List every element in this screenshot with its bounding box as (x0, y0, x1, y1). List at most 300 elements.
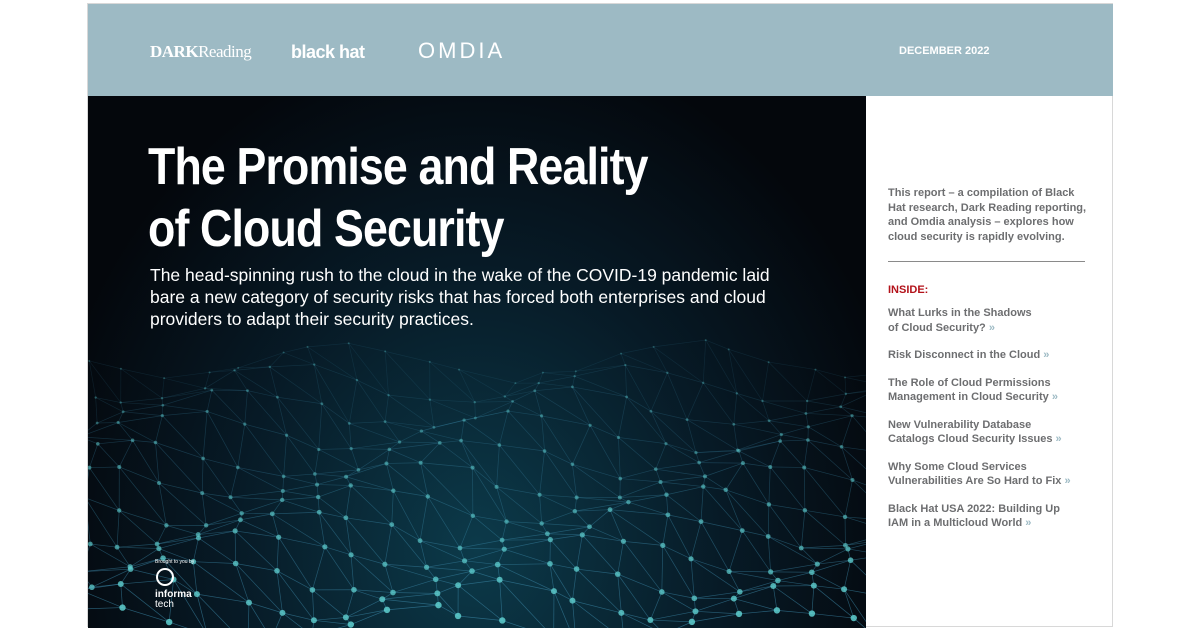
title-line-1: The Promise and Reality (148, 138, 648, 196)
mesh-line (461, 441, 496, 487)
mesh-node (161, 397, 163, 399)
mesh-line (315, 474, 346, 477)
mesh-node (587, 524, 592, 529)
mesh-node (778, 439, 782, 443)
mesh-line (248, 603, 249, 628)
mesh-node (806, 400, 808, 402)
mesh-line (618, 437, 666, 443)
mesh-node (201, 457, 205, 461)
mesh-line (812, 614, 854, 618)
mesh-node (315, 483, 319, 487)
mesh-line (393, 593, 437, 594)
mesh-line (314, 617, 346, 620)
mesh-line (90, 544, 117, 547)
mesh-line (96, 398, 97, 424)
dark-reading-logo (150, 42, 251, 62)
mesh-line (620, 469, 655, 478)
mesh-node (119, 604, 125, 610)
mesh-line (318, 485, 351, 497)
mesh-node (770, 583, 776, 589)
mesh-line (349, 423, 399, 442)
mesh-line (351, 449, 389, 450)
mesh-node (384, 350, 386, 352)
mesh-node (621, 539, 626, 544)
mesh-node (391, 489, 395, 493)
mesh-node (458, 546, 463, 551)
mesh-line (238, 467, 283, 491)
mesh-line (625, 365, 651, 411)
mesh-node (458, 369, 460, 371)
mesh-line (385, 351, 388, 395)
mesh-node (736, 611, 742, 617)
mesh-line (577, 569, 622, 613)
mesh-line (806, 413, 808, 426)
mesh-line (500, 580, 503, 621)
mesh-node (766, 534, 771, 539)
mesh-line (729, 349, 769, 362)
mesh-line (497, 445, 500, 487)
mesh-line (691, 559, 694, 598)
mesh-line (89, 468, 119, 511)
mesh-line (687, 383, 703, 420)
mesh-line (162, 378, 164, 398)
mesh-node (455, 613, 461, 619)
mesh-node (435, 602, 441, 608)
sponsor-line-2: tech (155, 599, 174, 610)
mesh-node (283, 352, 285, 354)
mesh-line (654, 347, 704, 383)
mesh-node (504, 519, 508, 523)
mesh-node (659, 480, 663, 484)
mesh-line (572, 387, 618, 438)
mesh-line (777, 610, 812, 613)
mesh-line (427, 567, 472, 571)
mesh-line (88, 498, 117, 547)
mesh-line (502, 620, 553, 628)
mesh-node (574, 566, 580, 572)
report-cover (87, 3, 1113, 627)
mesh-line (656, 469, 661, 482)
mesh-node (740, 528, 745, 533)
mesh-line (542, 511, 575, 523)
mesh-node (389, 522, 394, 527)
mesh-line (393, 491, 427, 497)
mesh-line (346, 610, 387, 618)
mesh-node (732, 423, 735, 426)
mesh-node (697, 461, 701, 465)
mesh-node (462, 418, 465, 421)
mesh-line (157, 538, 198, 544)
mesh-line (667, 373, 703, 383)
mesh-node (382, 562, 387, 567)
mesh-node (495, 562, 501, 568)
mesh-line (844, 560, 851, 589)
mesh-node (344, 475, 348, 479)
contents-link[interactable] (888, 418, 1088, 447)
chevron-right-icon: » (1055, 433, 1062, 445)
mesh-node (307, 346, 309, 348)
mesh-line (420, 541, 464, 561)
mesh-node (398, 440, 401, 443)
mesh-line (473, 516, 507, 522)
mesh-line (358, 449, 389, 469)
mesh-line (654, 347, 668, 373)
mesh-node (243, 423, 246, 426)
mesh-line (465, 549, 505, 561)
mesh-line (157, 525, 166, 544)
mesh-node (620, 353, 622, 355)
mesh-line (661, 482, 704, 487)
mesh-line (699, 463, 743, 464)
mesh-node (117, 508, 121, 512)
mesh-line (515, 373, 542, 384)
mesh-line (238, 424, 245, 467)
contents-link[interactable] (888, 502, 1088, 531)
mesh-node (647, 617, 653, 623)
mesh-line (472, 565, 498, 572)
mesh-line (358, 463, 386, 469)
mesh-line (393, 579, 436, 592)
mesh-line (206, 520, 240, 526)
mesh-node (96, 442, 100, 446)
mesh-line (88, 423, 97, 437)
mesh-line (284, 347, 308, 353)
mesh-line (245, 391, 248, 425)
mesh-line (475, 401, 513, 402)
mesh-node (274, 568, 280, 574)
mesh-line (203, 411, 207, 458)
mesh-node (805, 412, 808, 415)
mesh-line (119, 510, 157, 544)
informa-tech-logo (155, 590, 192, 610)
mesh-line (284, 476, 317, 484)
mesh-node (538, 382, 540, 384)
mesh-node (815, 561, 820, 566)
mesh-line (236, 563, 249, 602)
mesh-line (505, 391, 535, 397)
mesh-line (98, 440, 133, 443)
mesh-line (845, 532, 866, 545)
mesh-line (438, 605, 458, 616)
mesh-line (770, 441, 780, 467)
mesh-node (313, 472, 317, 476)
mesh-node (233, 528, 238, 533)
mesh-node (424, 565, 429, 570)
mesh-node (727, 569, 732, 574)
mesh-line (662, 545, 663, 592)
mesh-line (385, 395, 388, 422)
mesh-line (590, 425, 618, 437)
mesh-line (207, 411, 238, 467)
mesh-line (123, 412, 162, 416)
mesh-node (462, 558, 467, 563)
mesh-line (666, 487, 703, 495)
mesh-line (742, 531, 768, 537)
link-line-1: The Role of Cloud Permissions (888, 376, 1051, 389)
mesh-node (618, 477, 622, 481)
mesh-line (845, 372, 866, 377)
mesh-line (460, 548, 504, 549)
mesh-node (659, 589, 665, 595)
mesh-line (499, 411, 508, 445)
mesh-line (543, 373, 575, 377)
mesh-line (770, 467, 805, 510)
mesh-node (571, 463, 575, 467)
mesh-node (233, 561, 239, 567)
mesh-line (729, 571, 740, 591)
mesh-line (235, 531, 236, 564)
link-line-1: New Vulnerability Database (888, 418, 1032, 431)
mesh-line (325, 547, 351, 555)
mesh-line (807, 370, 815, 401)
mesh-node (120, 368, 122, 370)
mesh-line (231, 491, 283, 497)
link-line-1: Why Some Cloud Services (888, 460, 1027, 473)
mesh-line (461, 420, 464, 441)
mesh-node (115, 545, 120, 550)
mesh-line (806, 401, 807, 413)
subtitle: The head-spinning rush to the cloud in the wake of the COVID-19 pandemic laid bare a new category of security risks that has forced both enterprises and cloud providers to adapt their security practices. (150, 265, 770, 329)
mesh-node (343, 515, 348, 520)
mesh-node (573, 375, 575, 377)
mesh-node (626, 500, 630, 504)
mesh-node (154, 441, 158, 445)
mesh-node (502, 547, 507, 552)
mesh-line (421, 431, 439, 443)
link-line-2 (888, 474, 1088, 489)
link-line-2: Management in Cloud Security (888, 391, 1049, 403)
mesh-line (814, 586, 844, 590)
mesh-node (166, 619, 172, 625)
mesh-node (89, 584, 95, 590)
mesh-node (240, 511, 244, 515)
mesh-line (804, 467, 845, 516)
mesh-node (761, 400, 763, 402)
mesh-line (162, 388, 205, 398)
mesh-line (123, 405, 163, 412)
mesh-line (726, 463, 743, 490)
mesh-node (269, 366, 271, 368)
mesh-node (575, 370, 577, 372)
mesh-line (308, 343, 349, 347)
mesh-line (197, 594, 249, 602)
mesh-line (651, 411, 666, 443)
mesh-line (668, 515, 691, 559)
mesh-line (277, 537, 279, 571)
mesh-node (705, 339, 707, 341)
mesh-line (769, 421, 808, 427)
mesh-line (801, 545, 845, 548)
mesh-line (385, 525, 392, 565)
mesh-node (164, 523, 168, 527)
mesh-line (705, 476, 726, 489)
mesh-line (845, 377, 846, 394)
mesh-node (839, 405, 842, 408)
link-line-2 (888, 321, 1088, 336)
contents-link[interactable] (888, 376, 1088, 405)
mesh-line (542, 416, 545, 451)
mesh-line (242, 513, 273, 514)
mesh-node (731, 596, 737, 602)
contents-link[interactable] (888, 306, 1088, 335)
mesh-line (842, 447, 866, 496)
mesh-line (814, 586, 854, 618)
chevron-right-icon: » (1064, 475, 1071, 487)
mesh-node (495, 485, 499, 489)
mesh-line (283, 476, 284, 491)
link-line-1: What Lurks in the Shadows (888, 307, 1032, 319)
mesh-line (420, 497, 428, 541)
mesh-line (666, 495, 701, 522)
mesh-line (166, 525, 198, 534)
mesh-line (319, 404, 322, 450)
mesh-line (808, 416, 852, 427)
mesh-line (317, 477, 346, 485)
mesh-line (627, 397, 666, 444)
mesh-line (817, 549, 848, 564)
mesh-node (741, 461, 745, 465)
mesh-line (504, 549, 550, 564)
mesh-node (163, 377, 165, 379)
mesh-line (277, 571, 312, 590)
mesh-line (428, 497, 473, 516)
mesh-node (384, 461, 388, 465)
mesh-line (762, 401, 805, 413)
mesh-line (420, 541, 460, 548)
mesh-line (159, 483, 166, 525)
mesh-line (312, 547, 324, 590)
mesh-line (437, 585, 458, 593)
mesh-line (572, 464, 619, 497)
mesh-node (664, 442, 667, 445)
mesh-line (245, 424, 287, 435)
mesh-line (96, 398, 124, 412)
mesh-node (128, 566, 134, 572)
mesh-line (349, 380, 357, 423)
mesh-line (202, 458, 203, 493)
mesh-node (279, 610, 285, 616)
mesh-node (702, 382, 704, 384)
mesh-line (386, 463, 420, 464)
mesh-line (618, 574, 622, 613)
divider (888, 261, 1085, 262)
mesh-line (497, 487, 540, 495)
mesh-line (156, 416, 163, 443)
mesh-node (343, 614, 349, 620)
mesh-node (88, 360, 90, 362)
mesh-line (572, 601, 576, 628)
mesh-node (660, 543, 665, 548)
mesh-node (799, 546, 804, 551)
omdia-logo: OMDIA (418, 38, 506, 63)
mesh-node (617, 436, 620, 439)
contents-link[interactable] (888, 348, 1088, 363)
mesh-line (207, 390, 212, 411)
mesh-line (89, 361, 95, 398)
mesh-node (459, 439, 463, 443)
mesh-line (88, 468, 89, 498)
mesh-node (666, 372, 668, 374)
mesh-node (246, 389, 249, 392)
mesh-line (726, 490, 743, 531)
mesh-line (202, 493, 206, 525)
mesh-line (656, 463, 699, 470)
mesh-line (550, 535, 582, 540)
mesh-line (121, 398, 162, 402)
mesh-line (317, 485, 351, 486)
mesh-line (159, 483, 202, 493)
mesh-line (96, 398, 121, 403)
mesh-node (689, 619, 695, 625)
mesh-line (625, 365, 667, 373)
mesh-line (535, 387, 573, 391)
header-bar (88, 4, 1113, 96)
mesh-line (119, 440, 132, 467)
mesh-line (206, 513, 242, 525)
mesh-line (582, 535, 623, 541)
mesh-line (238, 467, 284, 476)
mesh-line (385, 564, 393, 592)
mesh-node (88, 466, 91, 470)
mesh-line (734, 424, 782, 434)
mesh-line (231, 467, 238, 497)
mesh-line (473, 468, 507, 522)
mesh-node (548, 537, 553, 542)
mesh-node (703, 474, 707, 478)
mesh-line (577, 535, 583, 569)
mesh-node (811, 583, 817, 589)
mesh-line (357, 380, 385, 422)
mesh-node (246, 600, 252, 606)
mesh-line (499, 445, 544, 451)
mesh-line (804, 440, 808, 467)
mesh-line (651, 373, 667, 411)
mesh-line (734, 393, 737, 424)
mesh-line (282, 497, 318, 500)
mesh-node (204, 523, 208, 527)
mesh-line (663, 515, 668, 546)
mesh-node (206, 410, 209, 413)
mesh-line (701, 522, 742, 531)
mesh-node (848, 557, 854, 563)
mesh-line (817, 560, 850, 564)
mesh-node (664, 493, 668, 497)
mesh-line (314, 365, 349, 424)
contents-link[interactable] (888, 460, 1088, 489)
mesh-line (459, 370, 515, 384)
mesh-line (848, 549, 866, 555)
mesh-line (768, 536, 801, 548)
mesh-line (430, 400, 434, 428)
mesh-line (691, 522, 701, 559)
mesh-line (845, 517, 866, 532)
mesh-node (351, 587, 357, 593)
mesh-line (164, 372, 209, 378)
mesh-line (346, 518, 385, 564)
mesh-line (117, 544, 157, 547)
mesh-node (313, 363, 315, 365)
mesh-line (400, 431, 422, 442)
mesh-line (504, 540, 550, 550)
mesh-line (808, 427, 841, 447)
mesh-line (156, 442, 160, 482)
mesh-line (778, 581, 814, 586)
mesh-line (272, 512, 319, 514)
mesh-node (155, 542, 160, 547)
mesh-line (734, 599, 777, 611)
mesh-line (88, 422, 118, 436)
mesh-line (663, 545, 694, 598)
